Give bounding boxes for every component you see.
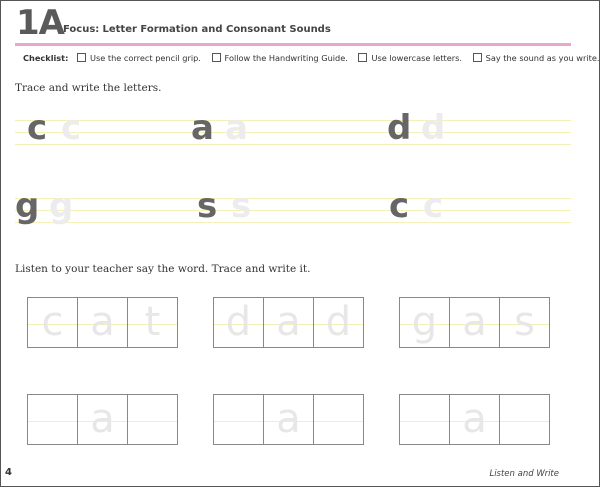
letter-cell[interactable]: a: [449, 394, 500, 445]
trace-letter: a: [225, 108, 248, 148]
letter-cell[interactable]: [27, 394, 78, 445]
letter-cell[interactable]: g: [399, 297, 450, 348]
focus-label: Focus:: [63, 24, 100, 35]
model-letter: g: [15, 186, 40, 226]
letter-cell[interactable]: a: [449, 297, 500, 348]
checklist-item[interactable]: [77, 52, 201, 64]
checklist-item-text: Follow the Handwriting Guide.: [224, 53, 348, 63]
letter-cell[interactable]: [127, 394, 178, 445]
letter-cell[interactable]: a: [263, 297, 314, 348]
word-box[interactable]: [213, 394, 364, 445]
word-box[interactable]: [399, 394, 550, 445]
model-letter: c: [389, 186, 410, 226]
model-letter: d: [387, 108, 412, 148]
word-box[interactable]: [213, 297, 364, 348]
checklist-item[interactable]: [212, 52, 348, 64]
checklist: [23, 52, 600, 64]
checklist-item[interactable]: [473, 52, 600, 64]
model-letter: a: [191, 108, 214, 148]
header-rule: [15, 43, 571, 46]
checklist-item[interactable]: [358, 52, 462, 64]
focus-text: Letter Formation and Consonant Sounds: [102, 24, 331, 35]
letter-cell[interactable]: s: [499, 297, 550, 348]
letter-cell[interactable]: [499, 394, 550, 445]
letter-cell[interactable]: a: [77, 394, 128, 445]
letter-cell[interactable]: [399, 394, 450, 445]
trace-letter: c: [423, 186, 444, 226]
section-footer: Listen and Write: [489, 469, 559, 479]
guide-line-base: [15, 222, 571, 223]
letter-cell[interactable]: d: [213, 297, 264, 348]
guide-line-mid: [15, 210, 571, 211]
letter-cell[interactable]: a: [77, 297, 128, 348]
checkbox[interactable]: [473, 53, 482, 62]
checkbox[interactable]: [77, 53, 86, 62]
listen-instruction: Listen to your teacher say the word. Trace and write it.: [15, 263, 311, 275]
guide-line-top: [15, 120, 571, 121]
letter-cell[interactable]: t: [127, 297, 178, 348]
checklist-item-text: Use the correct pencil grip.: [89, 53, 201, 63]
letter-cell[interactable]: [213, 394, 264, 445]
checklist-item-text: Use lowercase letters.: [371, 53, 463, 63]
trace-instruction: Trace and write the letters.: [15, 82, 162, 94]
checkbox[interactable]: [358, 53, 367, 62]
unit-number: 1A: [16, 3, 64, 43]
checklist-item-text: Say the sound as you write.: [485, 53, 600, 63]
trace-letter: c: [61, 108, 82, 148]
checklist-label: Checklist:: [23, 53, 69, 63]
trace-row: [15, 108, 571, 148]
trace-row: [15, 186, 571, 226]
word-box[interactable]: [399, 297, 550, 348]
word-box[interactable]: [27, 394, 178, 445]
letter-cell[interactable]: [313, 394, 364, 445]
page-number: 4: [5, 467, 12, 478]
letter-cell[interactable]: c: [27, 297, 78, 348]
letter-cell[interactable]: d: [313, 297, 364, 348]
trace-letter: d: [421, 108, 446, 148]
word-box[interactable]: [27, 297, 178, 348]
guide-line-base: [15, 144, 571, 145]
focus-heading: [63, 23, 331, 37]
checkbox[interactable]: [212, 53, 221, 62]
guide-line-top: [15, 198, 571, 199]
trace-letter: g: [49, 186, 74, 226]
model-letter: c: [27, 108, 48, 148]
model-letter: s: [197, 186, 218, 226]
trace-letter: s: [231, 186, 252, 226]
guide-line-mid: [15, 132, 571, 133]
letter-cell[interactable]: a: [263, 394, 314, 445]
